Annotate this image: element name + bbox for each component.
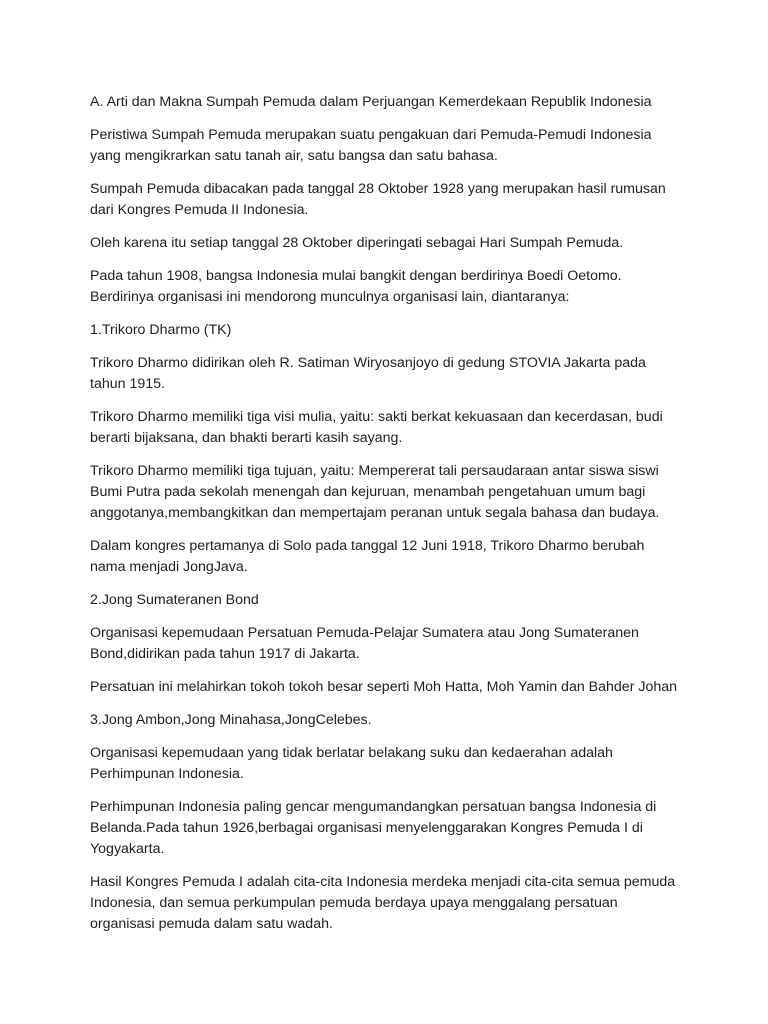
list-item-heading: 1.Trikoro Dharmo (TK) — [90, 322, 232, 338]
list-item-heading: 2.Jong Sumateranen Bond — [90, 592, 259, 608]
paragraph: Persatuan ini melahirkan tokoh tokoh besar seperti Moh Hatta, Moh Yamin dan Bahder Johan — [90, 679, 678, 695]
paragraph: Organisasi kepemudaan yang tidak berlatar belakang suku dan kedaerahan adalah Perhimpunan Indonesia. — [90, 745, 613, 782]
paragraph: Perhimpunan Indonesia paling gencar mengumandangkan persatuan bangsa Indonesia di Belanda.Pada tahun 1926,berbagai organisasi menyelenggarakan Kongres Pemuda I di Yogyakarta. — [90, 799, 657, 857]
paragraph: Pada tahun 1908, bangsa Indonesia mulai bangkit dengan berdirinya Boedi Oetomo. Berdirinya organisasi ini mendorong munculnya organisasi lain, diantaranya: — [90, 268, 622, 305]
section-heading: A. Arti dan Makna Sumpah Pemuda dalam Perjuangan Kemerdekaan Republik Indonesia — [90, 94, 652, 110]
paragraph: Organisasi kepemudaan Persatuan Pemuda-Pelajar Sumatera atau Jong Sumateranen Bond,didirikan pada tahun 1917 di Jakarta. — [90, 625, 639, 662]
paragraph: Hasil Kongres Pemuda I adalah cita-cita Indonesia merdeka menjadi cita-cita semua pemuda Indonesia, dan semua perkumpulan pemuda berdaya upaya menggalang persatuan organisasi pemuda dalam satu wadah. — [90, 874, 676, 932]
paragraph: Oleh karena itu setiap tanggal 28 Oktober diperingati sebagai Hari Sumpah Pemuda. — [90, 235, 624, 251]
paragraph: Sumpah Pemuda dibacakan pada tanggal 28 Oktober 1928 yang merupakan hasil rumusan dari Kongres Pemuda II Indonesia. — [90, 181, 666, 218]
document-body — [90, 92, 680, 935]
paragraph: Trikoro Dharmo didirikan oleh R. Satiman Wiryosanjoyo di gedung STOVIA Jakarta pada tahun 1915. — [90, 355, 646, 392]
paragraph: Trikoro Dharmo memiliki tiga tujuan, yaitu: Mempererat tali persaudaraan antar siswa siswi Bumi Putra pada sekolah menengah dan kejuruan, menambah pengetahuan umum bagi anggotanya,membangkitkan dan mempertajam peranan untuk segala bahasa dan budaya. — [90, 463, 660, 521]
paragraph: Dalam kongres pertamanya di Solo pada tanggal 12 Juni 1918, Trikoro Dharmo berubah nama menjadi JongJava. — [90, 538, 645, 575]
paragraph: Trikoro Dharmo memiliki tiga visi mulia, yaitu: sakti berkat kekuasaan dan kecerdasan, budi berarti bijaksana, dan bhakti berarti kasih sayang. — [90, 409, 663, 446]
list-item-heading: 3.Jong Ambon,Jong Minahasa,JongCelebes. — [90, 712, 372, 728]
paragraph: Peristiwa Sumpah Pemuda merupakan suatu pengakuan dari Pemuda-Pemudi Indonesia yang mengikrarkan satu tanah air, satu bangsa dan satu bahasa. — [90, 127, 652, 164]
